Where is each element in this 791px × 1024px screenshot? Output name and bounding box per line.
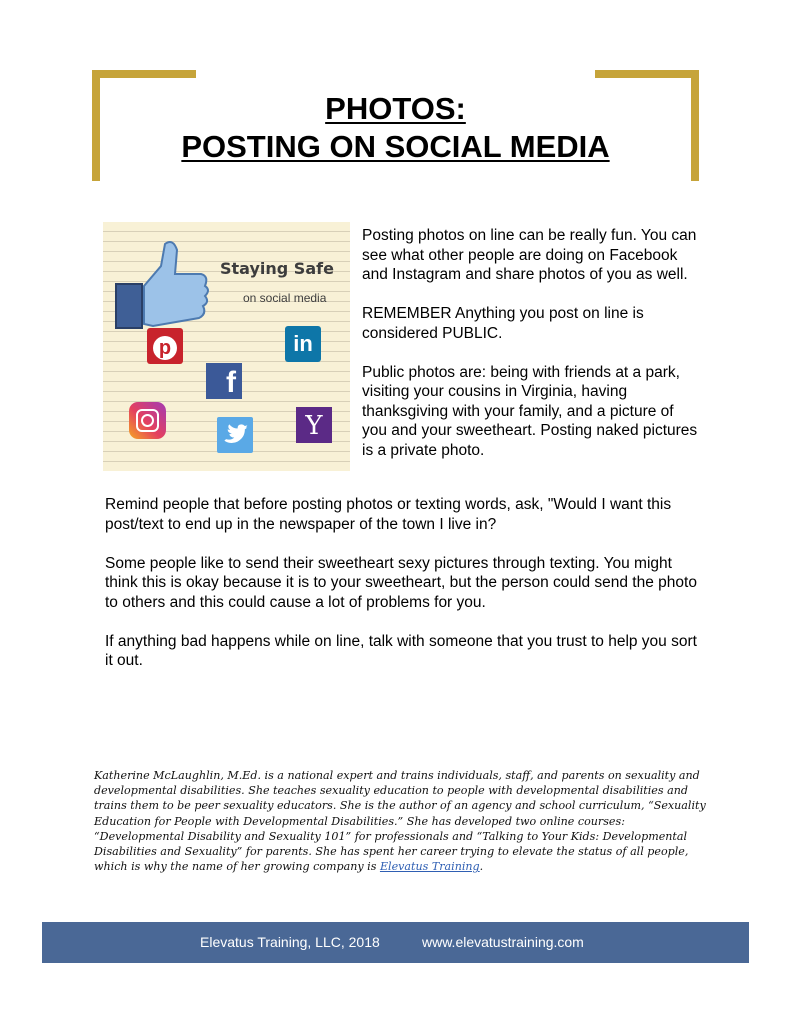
staying-safe-illustration: [103, 222, 350, 471]
paragraph-public-photos: Public photos are: being with friends at a park, visiting your cousins in Virginia, having thanksgiving with your family, and a picture of you and your sweetheart. Posting naked pictures is a private photo.: [362, 363, 698, 459]
footer-company: Elevatus Training, LLC, 2018: [200, 934, 380, 950]
twitter-icon: [217, 417, 253, 453]
author-bio: [94, 768, 714, 874]
thumbs-up-icon: [113, 236, 213, 336]
bio-text: Katherine McLaughlin, M.Ed. is a national expert and trains individuals, staff, and parents on sexuality and developmental disabilities. She teaches sexuality education to people with developmental disabilities and trains them to be peer sexuality educators. She is the author of an agency and school curriculum, “Sexuality Education for People with Developmental Disabilities.” She has developed two online courses: “Developmental Disability and Sexuality 101” for professionals and “Talking to Your Kids: Developmental Disabilities and Sexuality” for parents. She has spent her career trying to elevate the status of all people, which is why the name of her growing company is: [94, 769, 706, 874]
paragraph-talk-trusted: If anything bad happens while on line, talk with someone that you trust to help you sort it out.: [105, 632, 697, 669]
linkedin-icon: in: [285, 326, 321, 362]
pinterest-icon: p: [147, 328, 183, 364]
title-line-1: PHOTOS:: [325, 91, 466, 126]
paragraph-remind-people: Remind people that before posting photos or texting words, ask, "Would I want this post/text to end up in the newspaper of the town I live in?: [105, 496, 672, 533]
illustration-headline: Staying Safe: [220, 259, 334, 278]
footer-website[interactable]: www.elevatustraining.com: [422, 934, 584, 950]
footer-bar: [42, 922, 749, 963]
yahoo-icon: Y: [296, 407, 332, 443]
instagram-icon: [129, 402, 166, 439]
paragraph-posting-fun: Posting photos on line can be really fun. You can see what other people are doing on Facebook and Instagram and share photos of you as well.: [362, 227, 697, 283]
facebook-icon: f: [206, 363, 242, 399]
paragraph-remember-public: REMEMBER Anything you post on line is considered PUBLIC.: [362, 305, 644, 342]
bio-end: .: [479, 860, 484, 874]
paragraph-sexy-pictures: Some people like to send their sweetheart sexy pictures through texting. You might think this is okay because it is to your sweetheart, but the person could send the photo to others and this could cause a lot of problems for you.: [105, 554, 697, 611]
intro-text-block: [362, 226, 702, 460]
illustration-subhead: on social media: [243, 291, 327, 305]
elevatus-training-link[interactable]: Elevatus Training: [379, 860, 480, 874]
main-text-block: [105, 495, 705, 671]
title-line-2: POSTING ON SOCIAL MEDIA: [181, 129, 610, 164]
page-title: [100, 90, 691, 166]
